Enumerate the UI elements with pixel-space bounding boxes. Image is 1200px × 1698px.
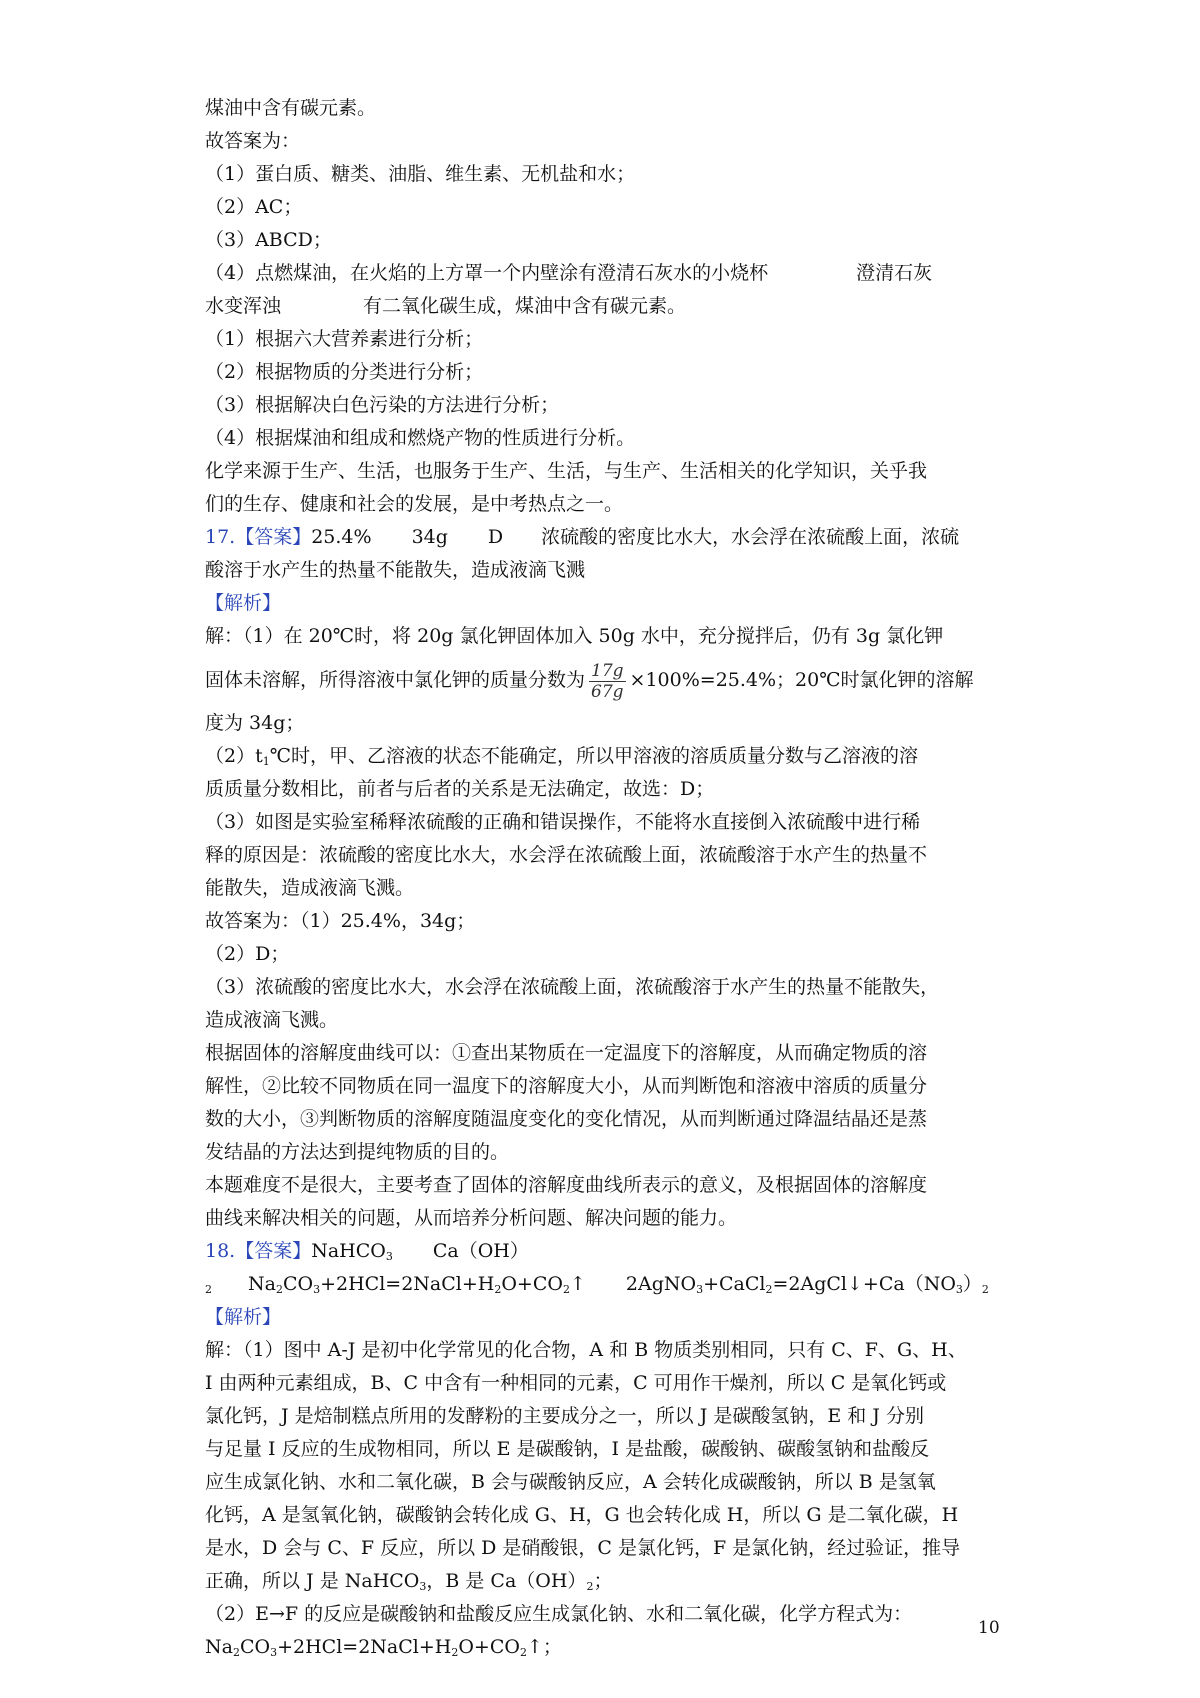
subscript: 2 — [232, 1646, 240, 1659]
text-line: 与足量 I 反应的生成物相同，所以 E 是碳酸钠，I 是盐酸，碳酸钠、碳酸氢钠和盐酸反 — [205, 1438, 930, 1460]
subscript: 1 — [262, 755, 270, 768]
subscript: 2 — [562, 1283, 570, 1296]
fraction-denominator: 67g — [591, 681, 624, 702]
q17-answer-line — [205, 521, 1005, 554]
subscript: 3 — [955, 1283, 963, 1296]
text-span: +2HCl=2NaCl+H — [277, 1636, 452, 1658]
subscript: 3 — [385, 1250, 393, 1263]
text-span: ； — [593, 1570, 613, 1592]
text-line: （2）D； — [205, 943, 290, 965]
text-line: （3）根据解决白色污染的方法进行分析； — [205, 394, 560, 416]
text-span: Na — [248, 1273, 276, 1295]
q17-analysis-label: 【解析】 — [205, 592, 282, 614]
subscript: 2 — [205, 1283, 212, 1296]
text-line: （2）根据物质的分类进行分析； — [205, 361, 484, 383]
text-span: CO — [282, 1273, 314, 1295]
q18-equation-line — [205, 1268, 1005, 1301]
text-line: 解：（1）在 20℃时，将 20g 氯化钾固体加入 50g 水中，充分搅拌后，仍有 3g 氯化钾 — [205, 625, 944, 647]
text-span: O+CO — [458, 1636, 520, 1658]
text-line: 们的生存、健康和社会的发展，是中考热点之一。 — [205, 493, 624, 515]
text-line: 是水，D 会与 C、F 反应，所以 D 是硝酸银，C 是氯化钙，F 是氯化钠，经过验证，推导 — [205, 1537, 961, 1559]
text-line: 化学来源于生产、生活，也服务于生产、生活，与生产、生活相关的化学知识，关乎我 — [205, 460, 928, 482]
text-line: （2）AC； — [205, 196, 303, 218]
text-line: 氯化钙，J 是焙制糕点所用的发酵粉的主要成分之一，所以 J 是碳酸氢钠，E 和 J 分别 — [205, 1405, 924, 1427]
document-body — [205, 92, 1005, 1664]
text-span: 正确，所以 J 是 NaHCO — [205, 1570, 420, 1592]
text-line — [205, 740, 1005, 773]
text-span: ） — [962, 1273, 982, 1295]
q18-analysis-label: 【解析】 — [205, 1306, 282, 1328]
text-line: 造成液滴飞溅。 — [205, 1009, 339, 1031]
text-span: O+CO — [501, 1273, 563, 1295]
text-span: CO — [239, 1636, 271, 1658]
text-span: +2HCl=2NaCl+H — [320, 1273, 495, 1295]
subscript: 3 — [270, 1646, 278, 1659]
fraction-numerator: 17g — [591, 660, 624, 681]
text-line: 释的原因是：浓硫酸的密度比水大，水会浮在浓硫酸上面，浓硫酸溶于水产生的热量不 — [205, 844, 928, 866]
subscript: 2 — [586, 1580, 594, 1593]
text-line: 发结晶的方法达到提纯物质的目的。 — [205, 1141, 510, 1163]
text-line: 解：（1）图中 A-J 是初中化学常见的化合物，A 和 B 物质类别相同，只有 C、F、G、H、 — [205, 1339, 967, 1361]
text-span: ℃时，甲、乙溶液的状态不能确定，所以甲溶液的溶质质量分数与乙溶液的溶 — [269, 745, 918, 767]
text-line: I 由两种元素组成，B、C 中含有一种相同的元素，C 可用作干燥剂，所以 C 是氧化钙或 — [205, 1372, 947, 1394]
subscript: 2 — [765, 1283, 773, 1296]
q18-equation-2 — [626, 1273, 989, 1295]
text-line: 本题难度不是很大，主要考查了固体的溶解度曲线所表示的意义，及根据固体的溶解度 — [205, 1174, 928, 1196]
text-line: （3）ABCD； — [205, 229, 332, 251]
text-span: ↑； — [526, 1636, 562, 1658]
text-line — [205, 653, 1005, 707]
text-line — [205, 1565, 1005, 1598]
text-span: 2AgNO — [625, 1273, 697, 1295]
subscript: 3 — [419, 1580, 427, 1593]
text-line: （4）根据煤油和组成和燃烧产物的性质进行分析。 — [205, 427, 636, 449]
q17-answer-2: 34g — [411, 526, 448, 548]
text-line — [205, 290, 1005, 323]
text-span: ×100%=25.4%；20℃时氯化钾的溶解 — [629, 669, 974, 691]
text-span: 有二氧化碳生成，煤油中含有碳元素。 — [363, 295, 687, 317]
q17-answer-1: 25.4% — [311, 526, 372, 548]
q18-answer-label: 18.【答案】 — [205, 1240, 312, 1262]
fraction — [589, 661, 626, 702]
q17-answer-3: D — [487, 526, 504, 548]
text-span: 水变浑浊 — [205, 295, 282, 317]
text-line: 数的大小，③判断物质的溶解度随温度变化的变化情况，从而判断通过降温结晶还是蒸 — [205, 1108, 928, 1130]
text-span: ↑ — [569, 1273, 586, 1295]
text-line: （3）浓硫酸的密度比水大，水会浮在浓硫酸上面，浓硫酸溶于水产生的热量不能散失， — [205, 976, 940, 998]
subscript: 2 — [494, 1283, 502, 1296]
subscript: 2 — [981, 1283, 989, 1296]
q18-answer-1: NaHCO — [311, 1240, 386, 1262]
q18-answer-line — [205, 1235, 1005, 1268]
text-line: （3）如图是实验室稀释浓硫酸的正确和错误操作，不能将水直接倒入浓硫酸中进行稀 — [205, 811, 921, 833]
subscript: 2 — [451, 1646, 459, 1659]
text-span: 澄清石灰 — [856, 262, 933, 284]
page-number: 10 — [978, 1618, 1000, 1638]
text-line: 度为 34g； — [205, 712, 305, 734]
text-line: 酸溶于水产生的热量不能散失，造成液滴飞溅 — [205, 559, 586, 581]
text-line: 根据固体的溶解度曲线可以：①查出某物质在一定温度下的溶解度，从而确定物质的溶 — [205, 1042, 928, 1064]
text-line: （2）E→F 的反应是碳酸钠和盐酸反应生成氯化钠、水和二氧化碳，化学方程式为： — [205, 1603, 913, 1625]
text-line — [205, 257, 1005, 290]
q17-answer-label: 17.【答案】 — [205, 526, 312, 548]
text-span: Na — [205, 1636, 233, 1658]
text-line: 能散失，造成液滴飞溅。 — [205, 877, 415, 899]
subscript: 2 — [275, 1283, 283, 1296]
text-line: 应生成氯化钠、水和二氧化碳，B 会与碳酸钠反应，A 会转化成碳酸钠，所以 B 是氢氧 — [205, 1471, 936, 1493]
text-line: （1）根据六大营养素进行分析； — [205, 328, 484, 350]
subscript: 3 — [696, 1283, 704, 1296]
text-span: ，B 是 Ca（OH） — [426, 1570, 587, 1592]
text-line: 故答案为：（1）25.4%，34g； — [205, 910, 476, 932]
text-span: +CaCl — [703, 1273, 766, 1295]
subscript: 2 — [519, 1646, 527, 1659]
text-line: 解性，②比较不同物质在同一温度下的溶解度大小，从而判断饱和溶液中溶质的质量分 — [205, 1075, 928, 1097]
text-span: （2）t — [205, 745, 263, 767]
text-line: 曲线来解决相关的问题，从而培养分析问题、解决问题的能力。 — [205, 1207, 738, 1229]
text-line — [205, 1631, 1005, 1664]
q18-equation-1 — [248, 1273, 586, 1295]
q17-answer-4: 浓硫酸的密度比水大，水会浮在浓硫酸上面，浓硫 — [541, 526, 960, 548]
text-span: =2AgCl↓+Ca（NO — [772, 1273, 956, 1295]
text-line: 故答案为： — [205, 130, 301, 152]
text-line: （1）蛋白质、糖类、油脂、维生素、无机盐和水； — [205, 163, 636, 185]
text-span: 固体未溶解，所得溶液中氯化钾的质量分数为 — [205, 669, 586, 691]
subscript: 3 — [313, 1283, 321, 1296]
text-span: （4）点燃煤油，在火焰的上方罩一个内壁涂有澄清石灰水的小烧杯 — [205, 262, 769, 284]
text-line: 化钙，A 是氢氧化钠，碳酸钠会转化成 G、H，G 也会转化成 H，所以 G 是二氧化碳，H — [205, 1504, 959, 1526]
text-line: 煤油中含有碳元素。 — [205, 97, 377, 119]
q18-answer-2: Ca（OH） — [432, 1240, 529, 1262]
text-line: 质质量分数相比，前者与后者的关系是无法确定，故选：D； — [205, 778, 715, 800]
